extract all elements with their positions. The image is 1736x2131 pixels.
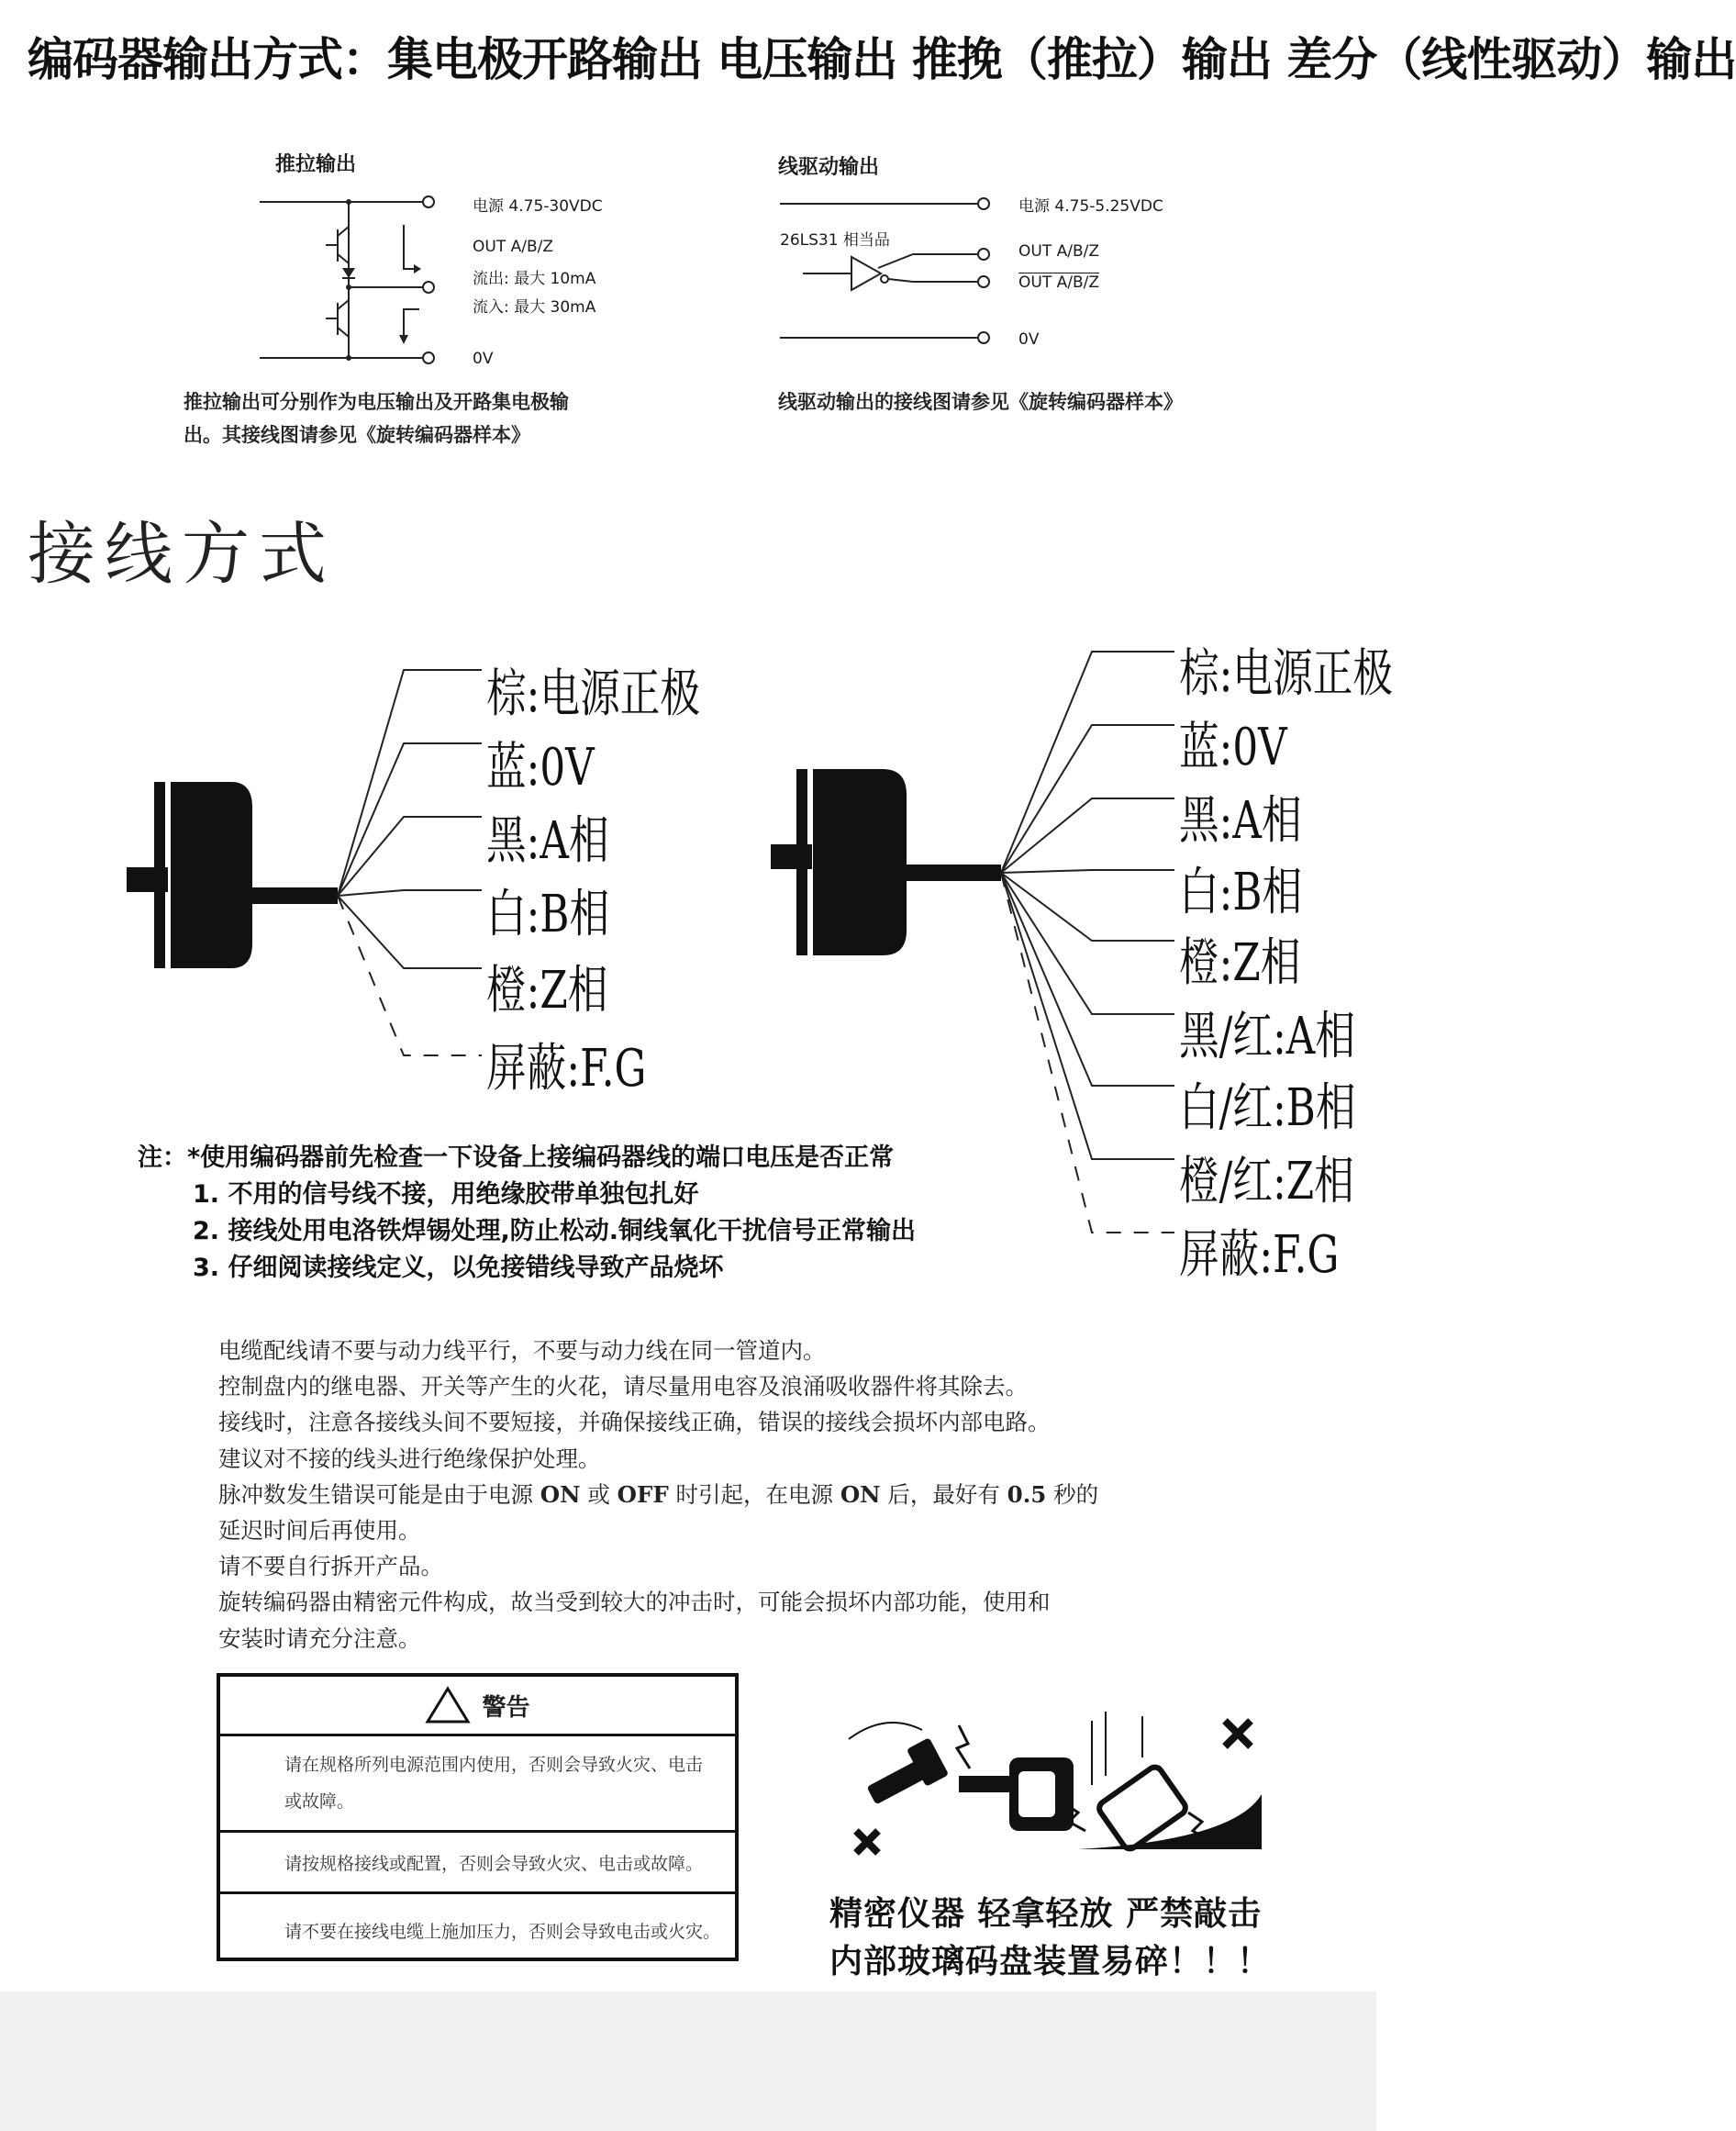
warning-triangle-icon (425, 1686, 471, 1724)
right-wire-black-label: 黑:A相 (1179, 791, 1302, 851)
push-pull-power-label: 电源 4.75-30VDC (473, 197, 603, 216)
para-line-5-e: 秒的 (1046, 1480, 1099, 1508)
push-pull-note-2: 出。其接线图请参见《旋转编码器样本》 (184, 424, 530, 446)
footer-band (0, 1992, 1376, 2131)
para-line-5-b: 或 (580, 1480, 618, 1508)
warning-row-1-line-b: 或故障。 (284, 1791, 355, 1812)
line-driver-out-label: OUT A/B/Z (1018, 242, 1100, 261)
warning-row-1-line-a: 请在规格所列电源范围内使用，否则会导致火灾、电击 (284, 1755, 704, 1775)
para-line-2: 控制盘内的继电器、开关等产生的火花，请尽量用电容及浪涌吸收器件将其除去。 (218, 1373, 1028, 1400)
fragile-warning-text (829, 1891, 1271, 1986)
line-driver-note: 线驱动输出的接线图请参见《旋转编码器样本》 (778, 391, 1183, 413)
push-pull-sink-label: 流入: 最大 30mA (473, 298, 596, 317)
para-line-5-c: 时引起，在电源 (668, 1480, 840, 1508)
right-wire-brown-label: 棕:电源正极 (1179, 644, 1394, 704)
hammer-strike-icon (849, 1723, 1074, 1853)
line-driver-out-inv-label: OUT A/B/Z (1018, 273, 1100, 292)
push-pull-zero-label: 0V (473, 350, 494, 368)
left-wire-shield-label: 屏蔽:F.G (486, 1039, 647, 1099)
push-pull-note-1: 推拉输出可分别作为电压输出及开路集电极输 (184, 391, 569, 413)
left-wire-black-label: 黑:A相 (486, 811, 609, 871)
right-wire-white-label: 白:B相 (1179, 863, 1303, 922)
note-line-0: 注：*使用编码器前先检查一下设备上接编码器线的端口电压是否正常 (138, 1144, 895, 1172)
right-wire-orange-red-label: 橙/红:Z相 (1179, 1152, 1354, 1211)
para-line-5-on: ON (540, 1480, 581, 1508)
fragile-line-2: 内部玻璃码盘装置易碎！！！ (829, 1943, 1272, 1980)
line-driver-circuit (775, 184, 996, 358)
warning-row-3: 请不要在接线电缆上施加压力，否则会导致电击或火灾。 (284, 1921, 721, 1942)
para-line-9: 安装时请充分注意。 (218, 1624, 421, 1652)
para-line-8: 旋转编码器由精密元件构成，故当受到较大的冲击时，可能会损坏内部功能，使用和 (218, 1589, 1051, 1616)
push-pull-title: 推拉输出 (275, 153, 357, 176)
para-line-3: 接线时，注意各接线头间不要短接，并确保接线正确，错误的接线会损坏内部电路。 (218, 1409, 1051, 1436)
para-line-5 (218, 1477, 1098, 1512)
para-line-5-num: 0.5 (1007, 1480, 1047, 1508)
warning-title: 警告 (482, 1693, 530, 1722)
right-wire-blue-label: 蓝:0V (1179, 718, 1287, 777)
para-line-4: 建议对不接的线头进行绝缘保护处理。 (218, 1445, 601, 1472)
para-line-5-off: OFF (617, 1480, 669, 1508)
note-line-2: 2. 接线处用电洛铁焊锡处理,防止松动.铜线氧化干扰信号正常输出 (193, 1217, 916, 1245)
left-wire-brown-label: 棕:电源正极 (486, 664, 701, 724)
push-pull-source-label: 流出: 最大 10mA (473, 270, 596, 288)
left-wire-white-label: 白:B相 (486, 885, 610, 944)
right-wire-shield-label: 屏蔽:F.G (1179, 1225, 1340, 1285)
page-title: 编码器输出方式：集电极开路输出 电压输出 推挽（推拉）输出 差分（线性驱动）输出 (28, 33, 1736, 86)
para-line-7: 请不要自行拆开产品。 (218, 1553, 443, 1580)
left-encoder-body (127, 782, 338, 968)
line-driver-chip-label: 26LS31 相当品 (780, 231, 890, 250)
left-wire-orange-label: 橙:Z相 (486, 961, 608, 1021)
warning-row-2: 请按规格接线或配置，否则会导致火灾、电击或故障。 (220, 1833, 735, 1894)
fragile-handling-illustration (830, 1702, 1271, 1886)
para-line-5-on2: ON (840, 1480, 881, 1508)
usage-notes (138, 1140, 916, 1287)
note-line-3: 3. 仔细阅读接线定义，以免接错线导致产品烧坏 (193, 1254, 724, 1282)
para-line-5-a: 脉冲数发生错误可能是由于电源 (218, 1480, 540, 1508)
push-pull-circuit (252, 179, 454, 372)
para-line-6: 延迟时间后再使用。 (218, 1517, 421, 1545)
line-driver-zero-label: 0V (1018, 330, 1040, 349)
right-wire-white-red-label: 白/红:B相 (1179, 1078, 1356, 1138)
wiring-section-title: 接线方式 (28, 515, 336, 594)
para-line-5-d: 后，最好有 (880, 1480, 1007, 1508)
right-wire-orange-label: 橙:Z相 (1179, 933, 1301, 993)
warning-table (217, 1673, 739, 1961)
precautions-paragraph (218, 1333, 1098, 1657)
right-wire-black-red-label: 黑/红:A相 (1179, 1007, 1356, 1066)
warning-header (220, 1677, 735, 1736)
right-encoder-body (771, 769, 1001, 955)
left-wire-blue-label: 蓝:0V (486, 738, 595, 798)
line-driver-power-label: 电源 4.75-5.25VDC (1018, 197, 1163, 216)
push-pull-out-label: OUT A/B/Z (473, 238, 554, 256)
fragile-line-1: 精密仪器 轻拿轻放 严禁敲击 (829, 1895, 1263, 1933)
line-driver-title: 线驱动输出 (778, 156, 880, 179)
warning-row-1 (220, 1736, 735, 1833)
drop-icon (1064, 1712, 1262, 1852)
note-line-1: 1. 不用的信号线不接，用绝缘胶带单独包扎好 (193, 1180, 699, 1209)
para-line-1: 电缆配线请不要与动力线平行，不要与动力线在同一管道内。 (218, 1337, 826, 1364)
